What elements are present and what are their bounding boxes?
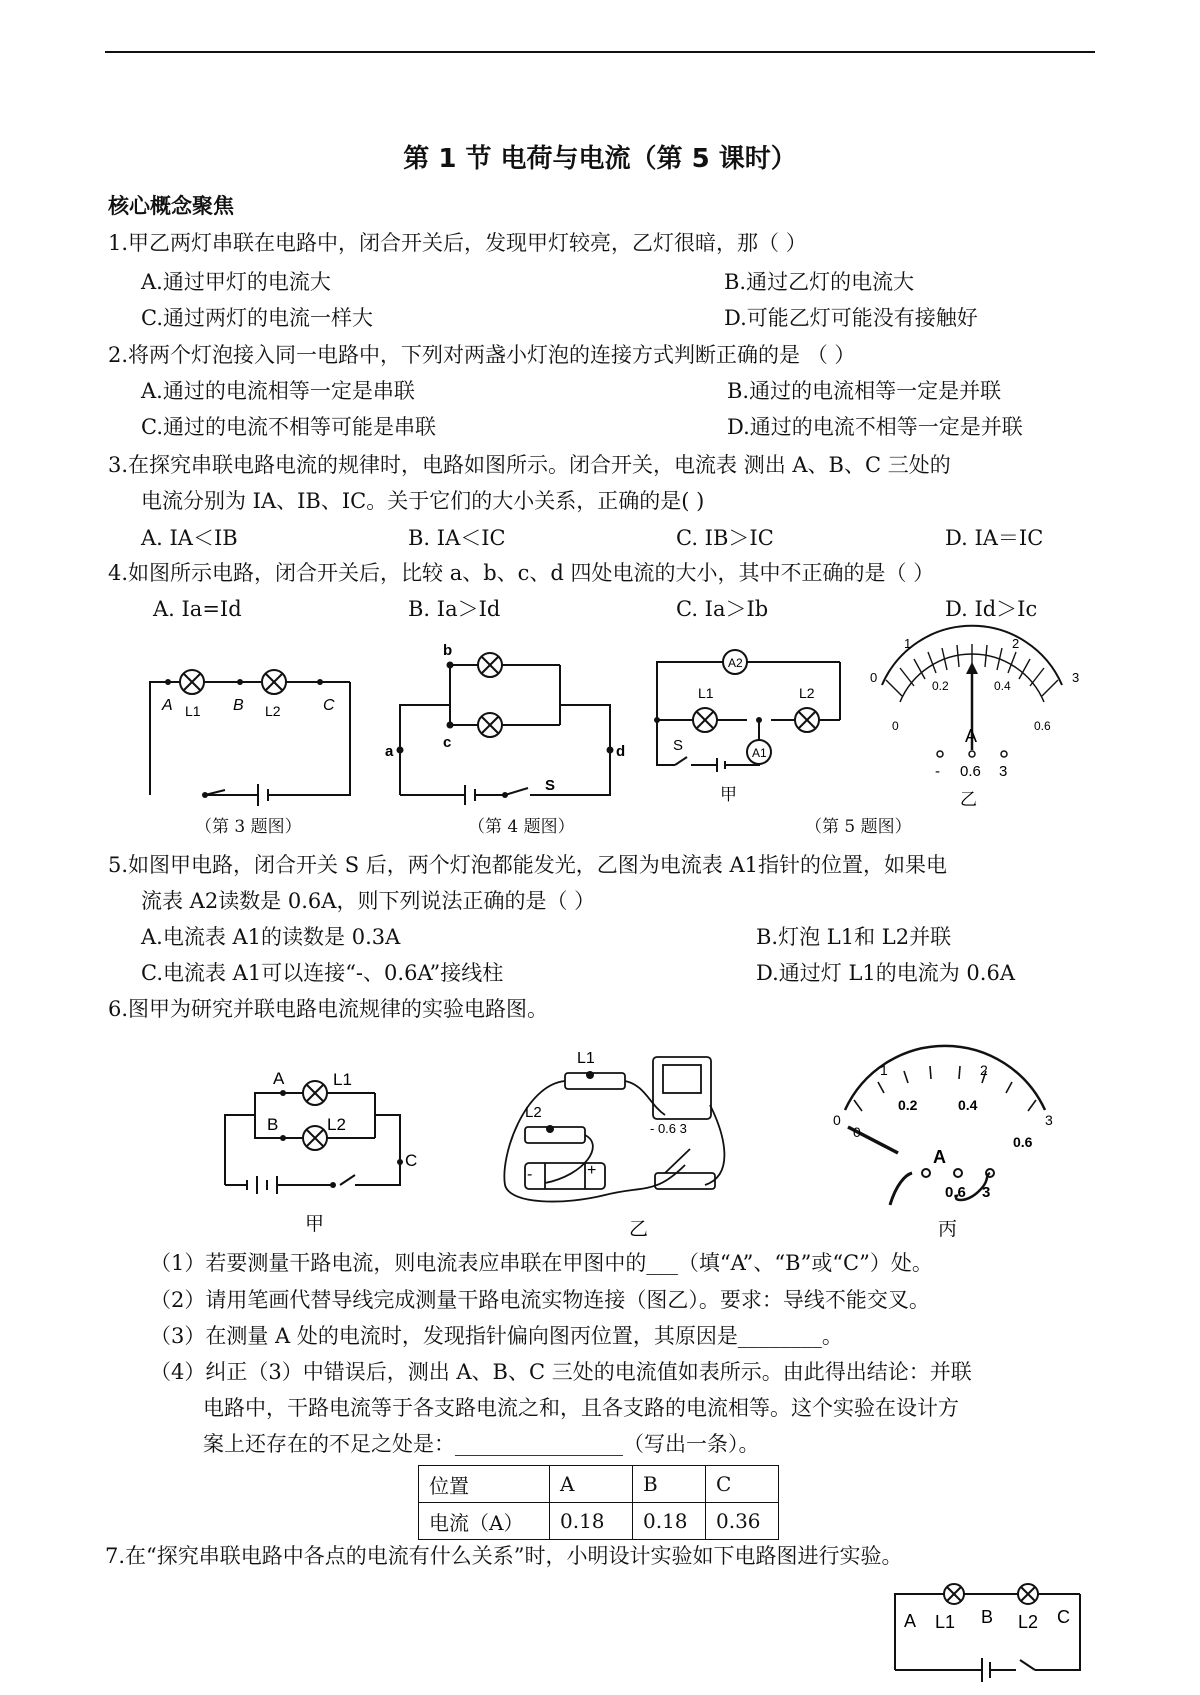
fig6-label-jia: 甲 — [305, 1214, 325, 1235]
q1-option-a: A.通过甲灯的电流大 — [141, 270, 331, 294]
q5-stem-line2: 流表 A2读数是 0.6A，则下列说法正确的是（ ） — [141, 889, 596, 913]
q6-part-2: （2）请用笔画代替导线完成测量干路电流实物连接（图乙）。要求：导线不能交叉。 — [150, 1288, 930, 1312]
page-title: 第 1 节 电荷与电流（第 5 课时） — [403, 144, 797, 174]
q6-part-4-line1: （4）纠正（3）中错误后，测出 A、B、C 三处的电流值如表所示。由此得出结论：并联 — [150, 1360, 972, 1384]
fig6-bing-term-3: 3 — [982, 1184, 991, 1201]
table-row — [419, 1503, 779, 1540]
fig4-label-s: S — [545, 777, 556, 794]
table-cell: 0.18 — [550, 1503, 633, 1540]
fig3-label-b: B — [233, 697, 244, 714]
table-cell: 0.36 — [706, 1503, 779, 1540]
fig4-label-d: d — [616, 743, 626, 760]
q5-stem-line1: 5.如图甲电路，闭合开关 S 后，两个灯泡都能发光，乙图为电流表 A1指针的位置，如果电 — [108, 853, 947, 877]
table-cell: C — [706, 1466, 779, 1503]
fig5-jia-circuit — [655, 650, 845, 805]
table-cell: 电流（A） — [419, 1503, 550, 1540]
fig5-tick-2: 2 — [1012, 636, 1020, 651]
fig6-yi-apparatus — [505, 1045, 785, 1240]
fig3-label-c: C — [323, 697, 335, 714]
fig5-tick-1: 1 — [904, 636, 912, 651]
fig3-label-a: A — [162, 697, 173, 714]
fig5-yi-ammeter — [862, 630, 1092, 810]
section-heading: 核心概念聚焦 — [108, 194, 234, 218]
fig5-term-3: 3 — [999, 763, 1008, 780]
q6-part-1: （1）若要测量干路电流，则电流表应串联在甲图中的___（填“A”、“B”或“C”）处。 — [150, 1251, 933, 1275]
fig6-label-yi: 乙 — [629, 1219, 649, 1240]
fig7-label-l1: L1 — [935, 1612, 956, 1632]
q5-option-d: D.通过灯 L1的电流为 0.6A — [756, 961, 1015, 985]
fig4-label-c: c — [443, 734, 452, 751]
q2-option-a: A.通过的电流相等一定是串联 — [141, 379, 415, 403]
fig6-bing-subtick-04: 0.4 — [958, 1097, 978, 1113]
current-table — [418, 1465, 779, 1540]
fig6-label-a: A — [273, 1069, 285, 1088]
table-cell: 0.18 — [633, 1503, 706, 1540]
q6-part-4-line3: 案上还存在的不足之处是：________________（写出一条）。 — [203, 1432, 760, 1456]
fig5-subtick-04: 0.4 — [994, 679, 1011, 693]
q1-option-b: B.通过乙灯的电流大 — [724, 270, 915, 294]
fig6-label-l2: L2 — [327, 1115, 346, 1134]
fig4-label-a: a — [385, 743, 394, 760]
fig5-term-minus: - — [935, 763, 940, 780]
fig5-term-06: 0.6 — [960, 763, 981, 780]
fig5-label-yi: 乙 — [960, 790, 977, 809]
fig6-bing-tick-1: 1 — [880, 1062, 888, 1078]
q7-stem: 7.在“探究串联电路中各点的电流有什么关系”时，小明设计实验如下电路图进行实验。 — [105, 1544, 903, 1568]
fig6-label-c: C — [405, 1151, 418, 1170]
q3-option-c: C. IB＞IC — [676, 526, 774, 550]
fig6-label-l1: L1 — [333, 1070, 352, 1089]
fig4-circuit-diagram — [380, 642, 630, 805]
q4-option-a: A. Ia=Id — [153, 597, 242, 621]
fig6-yi-label-l1: L1 — [577, 1050, 595, 1067]
fig5-label-l2: L2 — [799, 685, 815, 701]
fig6-bing-tick-2: 2 — [980, 1062, 988, 1078]
q1-stem: 1.甲乙两灯串联在电路中，闭合开关后，发现甲灯较亮，乙灯很暗，那（ ） — [108, 231, 807, 255]
q2-stem: 2.将两个灯泡接入同一电路中，下列对两盏小灯泡的连接方式判断正确的是 （ ） — [108, 343, 856, 367]
q6-part-3: （3）在测量 A 处的电流时，发现指针偏向图丙位置，其原因是________。 — [150, 1324, 843, 1348]
fig5-label-jia: 甲 — [720, 785, 737, 804]
fig5-tick-0: 0 — [870, 670, 878, 685]
q2-option-b: B.通过的电流相等一定是并联 — [727, 379, 1002, 403]
fig4-caption: （第 4 题图） — [468, 817, 575, 837]
fig3-label-l2: L2 — [265, 703, 281, 719]
q4-option-c: C. Ia＞Ib — [676, 597, 769, 621]
fig6-bing-subtick-06: 0.6 — [1013, 1134, 1033, 1150]
fig3-circuit-diagram — [140, 660, 360, 805]
fig5-label-a2: A2 — [728, 656, 743, 670]
fig6-yi-plus: + — [587, 1162, 597, 1179]
fig5-unit: A — [965, 726, 978, 746]
fig7-circuit-diagram — [890, 1580, 1090, 1675]
table-cell: 位置 — [419, 1466, 550, 1503]
fig6-label-bing: 丙 — [938, 1219, 958, 1240]
fig5-caption: （第 5 题图） — [805, 817, 912, 837]
fig3-caption: （第 3 题图） — [195, 817, 302, 837]
fig5-label-s: S — [673, 737, 684, 754]
fig7-label-b: B — [981, 1607, 994, 1627]
fig6-bing-tick-0: 0 — [833, 1112, 841, 1128]
q5-option-c: C.电流表 A1可以连接“-、0.6A”接线柱 — [141, 961, 504, 985]
fig4-label-b: b — [443, 642, 453, 659]
fig5-label-l1: L1 — [698, 685, 714, 701]
fig6-yi-label-l2: L2 — [525, 1104, 542, 1121]
q2-option-d: D.通过的电流不相等一定是并联 — [727, 415, 1023, 439]
fig7-label-l2: L2 — [1018, 1612, 1039, 1632]
q3-option-d: D. IA＝IC — [945, 526, 1044, 550]
fig6-bing-tick-3: 3 — [1045, 1112, 1053, 1128]
fig6-bing-unit: A — [933, 1147, 946, 1167]
q2-option-c: C.通过的电流不相等可能是串联 — [141, 415, 436, 439]
q5-option-a: A.电流表 A1的读数是 0.3A — [141, 925, 401, 949]
table-header-row — [419, 1466, 779, 1503]
fig5-tick-3: 3 — [1072, 670, 1080, 685]
q6-stem: 6.图甲为研究并联电路电流规律的实验电路图。 — [108, 997, 549, 1021]
fig6-yi-meter-terminals: - 0.6 3 — [650, 1121, 687, 1136]
fig6-bing-term-06: 0.6 — [945, 1184, 966, 1201]
fig6-bing-subtick-02: 0.2 — [898, 1097, 918, 1113]
table-cell: A — [550, 1466, 633, 1503]
fig6-jia-circuit — [215, 1070, 425, 1235]
fig6-yi-minus: - — [527, 1166, 533, 1183]
q4-stem: 4.如图所示电路，闭合开关后，比较 a、b、c、d 四处电流的大小，其中不正确的是（ ） — [108, 561, 935, 585]
fig7-label-c: C — [1057, 1607, 1070, 1627]
q4-option-b: B. Ia＞Id — [408, 597, 501, 621]
fig7-label-a: A — [904, 1611, 917, 1631]
fig5-subtick-02: 0.2 — [932, 679, 949, 693]
fig6-bing-subtick-0: 0 — [853, 1124, 861, 1140]
q1-option-d: D.可能乙灯可能没有接触好 — [724, 306, 978, 330]
q4-option-d: D. Id＞Ic — [945, 597, 1038, 621]
fig3-label-l1: L1 — [185, 703, 201, 719]
fig5-label-a1: A1 — [752, 746, 767, 760]
fig6-bing-ammeter — [830, 1045, 1060, 1240]
q1-option-c: C.通过两灯的电流一样大 — [141, 306, 373, 330]
q3-stem-line1: 3.在探究串联电路电流的规律时，电路如图所示。闭合开关，电流表 测出 A、B、C 三处的 — [108, 453, 951, 477]
q3-option-b: B. IA＜IC — [408, 526, 506, 550]
fig5-subtick-06: 0.6 — [1034, 719, 1051, 733]
q5-option-b: B.灯泡 L1和 L2并联 — [756, 925, 952, 949]
q3-option-a: A. IA＜IB — [141, 526, 238, 550]
q3-stem-line2: 电流分别为 IA、IB、IC。关于它们的大小关系，正确的是( ) — [141, 489, 705, 513]
table-cell: B — [633, 1466, 706, 1503]
fig6-label-b: B — [267, 1115, 279, 1134]
q6-part-4-line2: 电路中，干路电流等于各支路电流之和，且各支路的电流相等。这个实验在设计方 — [203, 1396, 959, 1420]
fig5-subtick-0: 0 — [892, 719, 899, 733]
header-rule — [105, 51, 1095, 53]
